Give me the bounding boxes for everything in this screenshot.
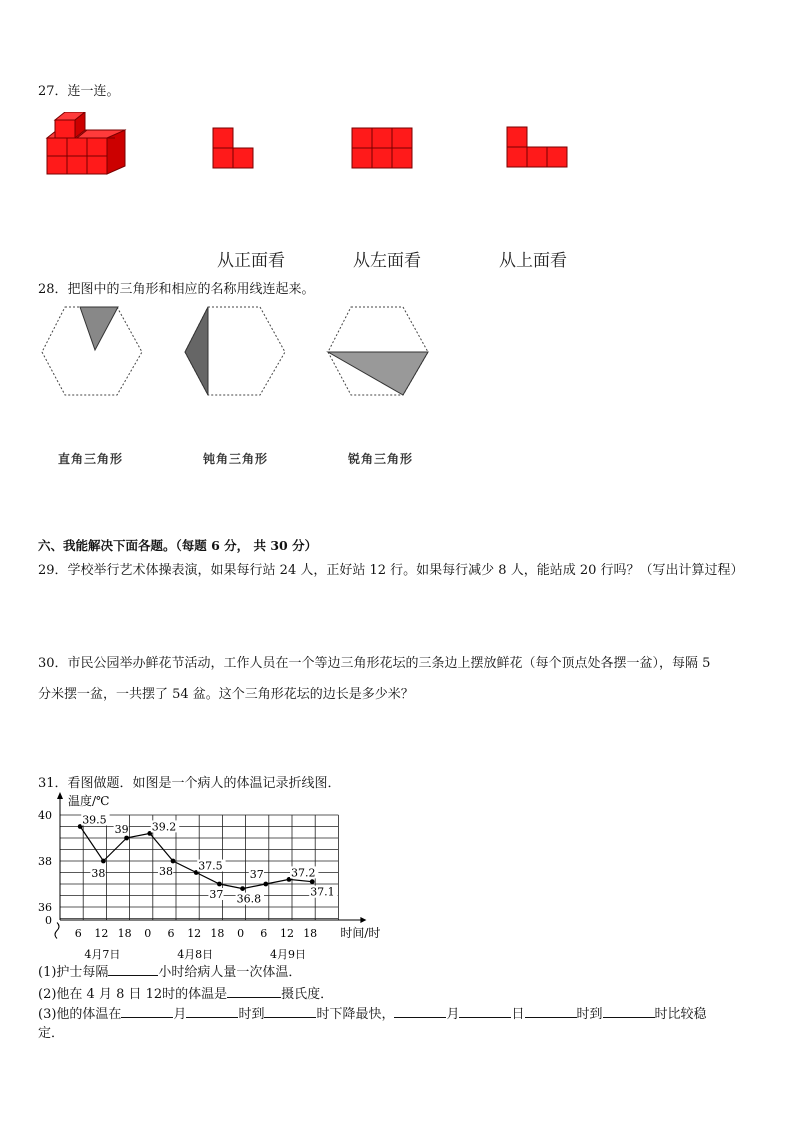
x-tick-label: 0 [144,927,152,940]
view-shape-3 [506,126,570,170]
data-point [240,886,245,891]
q31-sub3 [38,1004,707,1024]
answer-blank-4[interactable] [186,1004,238,1018]
q31-sub3-text-d: 时到 [238,1007,265,1022]
q31-sub1-pre: (1)护士每隔 [38,965,109,980]
q30-line2: 分米摆一盆，一共摆了 54 盆。这个三角形花坛的边长是多少米？ [38,687,414,702]
y-tick-label: 38 [38,855,52,868]
axis-break [55,923,59,939]
answer-blank-8[interactable] [525,1004,577,1018]
q31-sub2-pre: (2)他在 4 月 8 日 12时的体温是 [38,987,228,1002]
q31-prompt: 31．看图做题．如图是一个病人的体温记录折线图． [38,776,341,791]
data-label: 37 [249,868,264,881]
data-label: 37.1 [310,885,335,899]
data-point [101,859,106,864]
q31-sub3-text-a: (3)他的体温在 [38,1007,122,1022]
view-label-front: 从正面看 [217,251,285,271]
q31-sub3-text-g: 日 [511,1007,525,1022]
data-label: 38 [91,867,106,880]
data-label: 39.2 [151,820,177,834]
x-tick-label: 12 [187,927,202,940]
q30-line1: 30．市民公园举办鲜花节活动，工作人员在一个等边三角形花坛的三条边上摆放鲜花（每个顶点处各摆一盆），每隔 5 [38,656,711,671]
temperature-line-chart [30,790,390,960]
answer-blank-7[interactable] [459,1004,511,1018]
hexagon-figure-1 [40,305,148,397]
q31-sub2 [38,984,333,1004]
q31-sub3-text-e: 时下降最快， [316,1007,395,1022]
x-tick-label: 12 [94,927,109,940]
q31-sub1-post: 小时给病人量一次体温． [158,965,302,980]
data-label: 36.8 [236,892,262,906]
answer-blank-1[interactable] [108,962,158,976]
answer-blank-6[interactable] [394,1004,446,1018]
data-label: 37.5 [198,859,223,873]
label-right-triangle: 直角三角形 [58,452,124,466]
data-point [124,836,129,841]
view-shape-1 [212,127,256,171]
q28-prompt: 28．把图中的三角形和相应的名称用线连起来。 [38,282,315,297]
y-tick-label: 36 [38,901,52,914]
view-label-top: 从上面看 [499,251,567,271]
data-point [217,882,222,887]
answer-blank-2[interactable] [227,984,281,998]
data-point [310,879,315,884]
q31-sub3-text-i: 时比较稳 [654,1007,707,1022]
q31-sub1 [38,962,301,982]
answer-blank-3[interactable] [121,1004,173,1018]
x-tick-label: 12 [280,927,294,940]
q29-text: 29．学校举行艺术体操表演，如果每行站 24 人，正好站 12 行。如果每行减少 8 人，能站成 20 行吗？（写出计算过程） [38,563,744,578]
answer-blank-9[interactable] [603,1004,655,1018]
x-tick-label: 18 [117,927,132,940]
date-label: 4月7日 [84,948,121,960]
date-label: 4月9日 [270,948,306,960]
data-label: 38 [159,865,173,878]
x-tick-label: 6 [260,927,268,940]
q31-sub2-post: 摄氏度． [281,987,334,1002]
data-label: 39.5 [82,813,107,827]
x-tick-label: 6 [167,927,175,940]
data-label: 39 [114,823,129,836]
data-label: 37.2 [291,866,316,880]
y-axis-arrow [57,792,63,799]
section-6-title: 六、我能解决下面各题。（每题 6 分， 共 30 分） [38,538,318,553]
label-obtuse-triangle: 钝角三角形 [203,452,269,466]
q27-prompt: 27．连一连。 [38,84,120,99]
data-point [171,859,176,864]
x-axis-arrow [360,917,366,923]
x-axis-label: 时间/时 [340,926,381,940]
y-axis-label: 温度/℃ [68,794,110,808]
q31-sub3-text-h: 时到 [576,1007,603,1022]
y-tick-label: 40 [38,809,52,822]
date-label: 4月8日 [177,948,214,960]
view-label-left: 从左面看 [353,251,421,271]
view-shape-2 [351,127,415,171]
label-acute-triangle: 锐角三角形 [348,452,414,466]
q31-sub3-text-b: 月 [173,1007,187,1022]
hexagon-figure-2 [183,305,291,397]
x-tick-label: 18 [210,927,225,940]
cube-solid-figure [40,112,130,178]
answer-blank-5[interactable] [264,1004,316,1018]
x-tick-label: 18 [303,927,318,940]
y-tick-label: 0 [45,914,52,927]
data-point [263,882,268,887]
q31-sub3-end: 定． [38,1026,65,1041]
q31-sub3-text-f: 月 [446,1007,460,1022]
hexagon-figure-3 [326,305,434,397]
x-tick-label: 0 [237,927,245,940]
x-tick-label: 6 [74,927,82,940]
data-label: 37 [209,888,224,901]
